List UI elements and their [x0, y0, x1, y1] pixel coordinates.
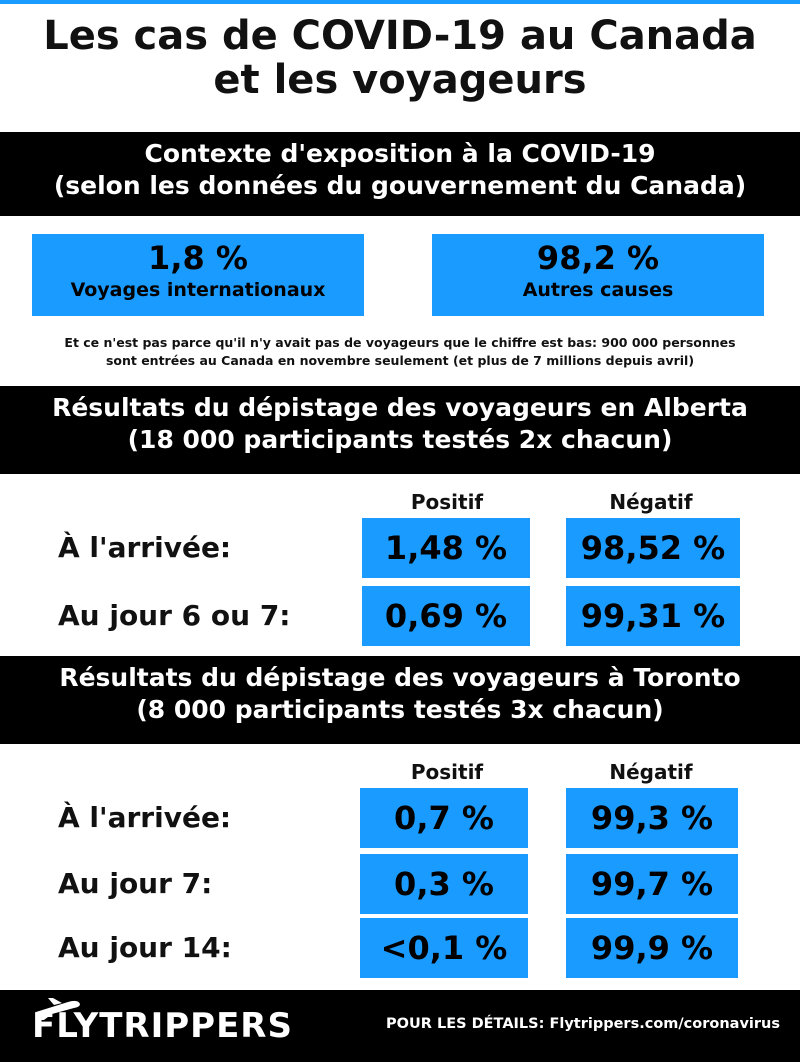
- toronto-row-label: À l'arrivée:: [58, 801, 232, 834]
- toronto-positive-header: Positif: [410, 760, 484, 784]
- exposure-note: [0, 334, 800, 370]
- alberta-arrival-positive: 1,48 %: [362, 518, 530, 578]
- international-travel-value: 1,8 %: [148, 239, 248, 277]
- toronto-heading-line-1: Résultats du dépistage des voyageurs à Toronto: [59, 663, 741, 692]
- toronto-day7-negative: 99,7 %: [566, 854, 738, 914]
- footer: [0, 990, 800, 1062]
- details-link[interactable]: POUR LES DÉTAILS: Flytrippers.com/coronavirus: [386, 1016, 780, 1032]
- alberta-arrival-negative: 98,52 %: [566, 518, 740, 578]
- toronto-arrival-negative: 99,3 %: [566, 788, 738, 848]
- alberta-row-label: Au jour 6 ou 7:: [58, 599, 291, 632]
- toronto-day14-positive: <0,1 %: [360, 918, 528, 978]
- exposure-heading-line-1: Contexte d'exposition à la COVID-19: [144, 139, 656, 168]
- title-line-1: Les cas de COVID-19 au Canada: [43, 13, 757, 59]
- toronto-day7-positive: 0,3 %: [360, 854, 528, 914]
- alberta-negative-header: Négatif: [609, 490, 693, 514]
- toronto-heading-line-2: (8 000 participants testés 3x chacun): [136, 695, 664, 724]
- top-accent-line: [0, 0, 800, 4]
- other-causes-stat: [432, 234, 764, 316]
- page-title: [0, 14, 800, 102]
- alberta-heading-line-1: Résultats du dépistage des voyageurs en Alberta: [52, 393, 748, 422]
- title-line-2: et les voyageurs: [213, 57, 587, 103]
- exposure-note-line-1: Et ce n'est pas parce qu'il n'y avait pas de voyageurs que le chiffre est bas: 900 000 personnes: [64, 335, 736, 350]
- exposure-note-line-2: sont entrées au Canada en novembre seulement (et plus de 7 millions depuis avril): [105, 353, 695, 368]
- toronto-row-label: Au jour 7:: [58, 867, 213, 900]
- alberta-heading-line-2: (18 000 participants testés 2x chacun): [127, 425, 673, 454]
- alberta-positive-header: Positif: [410, 490, 484, 514]
- exposure-heading: [0, 132, 800, 216]
- toronto-arrival-positive: 0,7 %: [360, 788, 528, 848]
- toronto-row-label: Au jour 14:: [58, 931, 232, 964]
- alberta-day7-negative: 99,31 %: [566, 586, 740, 646]
- international-travel-label: Voyages internationaux: [70, 279, 326, 301]
- other-causes-value: 98,2 %: [536, 239, 660, 277]
- toronto-negative-header: Négatif: [609, 760, 693, 784]
- alberta-heading: [0, 386, 800, 474]
- toronto-day14-negative: 99,9 %: [566, 918, 738, 978]
- exposure-heading-line-2: (selon les données du gouvernement du Canada): [53, 171, 747, 200]
- other-causes-label: Autres causes: [522, 279, 674, 301]
- alberta-day7-positive: 0,69 %: [362, 586, 530, 646]
- alberta-row-label: À l'arrivée:: [58, 531, 232, 564]
- international-travel-stat: [32, 234, 364, 316]
- toronto-heading: [0, 656, 800, 744]
- flytrippers-logo: FLYTRIPPERS: [32, 1006, 293, 1046]
